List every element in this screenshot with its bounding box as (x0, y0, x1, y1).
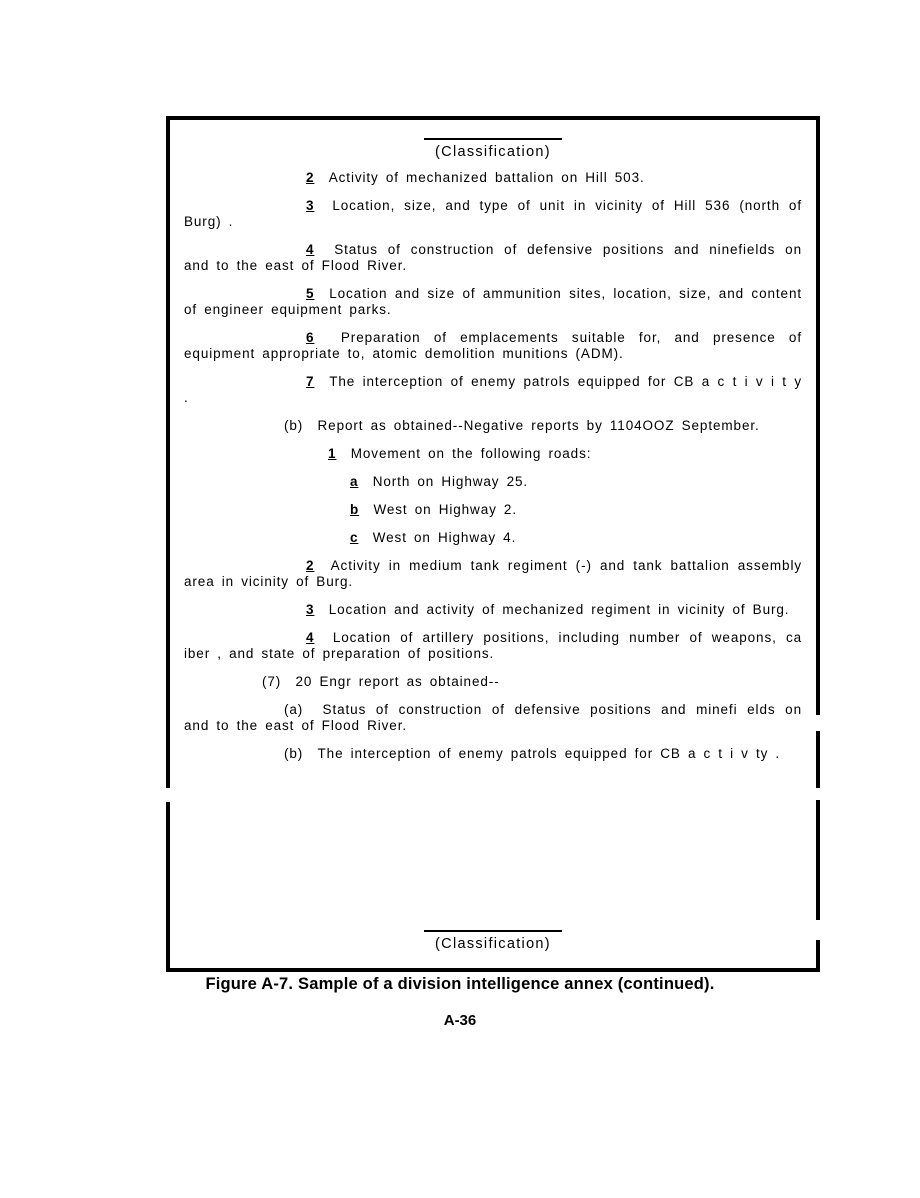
paragraph (184, 446, 802, 462)
paragraph-marker: 4 (306, 630, 315, 645)
paragraph (184, 170, 802, 186)
paragraph-text: Preparation of emplacements suitable for, and presence of equipment appropriate to, atomic demolition munitions (ADM). (184, 330, 802, 361)
annex-body (184, 170, 802, 904)
classification-header-text: (Classification) (435, 144, 551, 160)
paragraph-marker: (b) (284, 418, 304, 433)
paragraph-text: 20 Engr report as obtained-- (295, 674, 500, 689)
paragraph (184, 702, 802, 734)
classification-header-top (170, 138, 816, 160)
paragraph-marker: 6 (306, 330, 315, 345)
paragraph-marker: (b) (284, 746, 304, 761)
paragraph-marker: 7 (306, 374, 315, 389)
paragraph (184, 242, 802, 274)
paragraph (184, 558, 802, 590)
paragraph-text: North on Highway 25. (372, 474, 529, 489)
paragraph-text: Activity of mechanized battalion on Hill 503. (328, 170, 645, 185)
page-number: A-36 (443, 1012, 477, 1029)
paragraph-marker: 2 (306, 170, 315, 185)
paragraph-marker: 2 (306, 558, 315, 573)
paragraph-marker: 5 (306, 286, 315, 301)
classification-footer-text: (Classification) (435, 936, 551, 952)
paragraph-text: Status of construction of defensive positions and ninefields on and to the east of Flood River. (184, 242, 802, 273)
paragraph-text: Status of construction of defensive positions and minefi elds on and to the east of Flood River. (184, 702, 802, 733)
paragraph (184, 530, 802, 546)
paragraph-marker: b (350, 502, 360, 517)
paragraph-marker: 1 (328, 446, 337, 461)
paragraph (184, 330, 802, 362)
classification-header-bottom (170, 930, 816, 952)
paragraph-marker: c (350, 530, 359, 545)
paragraph-marker: 3 (306, 602, 315, 617)
paragraph-text: Activity in medium tank regiment (-) and tank battalion assembly area in vicinity of Burg. (184, 558, 802, 589)
paragraph-text: Location and activity of mechanized regiment in vicinity of Burg. (328, 602, 790, 617)
paragraph-text: Location, size, and type of unit in vicinity of Hill 536 (north of Burg) . (184, 198, 802, 229)
paragraph (184, 674, 802, 690)
paragraph-text: The interception of enemy patrols equipped for CB a c t i v i t y . (184, 374, 802, 405)
paragraph-marker: (7) (262, 674, 282, 689)
paragraph-marker: a (350, 474, 359, 489)
paragraph-marker: 3 (306, 198, 315, 213)
paragraph-marker: 4 (306, 242, 315, 257)
paragraph-text: The interception of enemy patrols equipped for CB a c t i v ty . (317, 746, 781, 761)
paragraph (184, 374, 802, 406)
paragraph-text: West on Highway 2. (373, 502, 517, 517)
paragraph (184, 418, 802, 434)
annex-text-box (166, 116, 820, 972)
paragraph (184, 502, 802, 518)
paragraph (184, 286, 802, 318)
paragraph-text: Movement on the following roads: (350, 446, 592, 461)
classification-rule (424, 930, 562, 932)
paragraph-marker: (a) (284, 702, 304, 717)
paragraph (184, 474, 802, 490)
paragraph-text: Location and size of ammunition sites, location, size, and content of engineer equipment parks. (184, 286, 803, 317)
paragraph (184, 198, 802, 230)
paragraph (184, 602, 802, 618)
paragraph-text: Report as obtained--Negative reports by 1104OOZ September. (317, 418, 760, 433)
paragraph-text: Location of artillery positions, including number of weapons, ca iber , and state of preparation of positions. (184, 630, 803, 661)
paragraph-text: West on Highway 4. (372, 530, 517, 545)
paragraph (184, 746, 802, 762)
figure-caption: Figure A-7. Sample of a division intelligence annex (continued). (205, 975, 715, 993)
classification-rule (424, 138, 562, 140)
paragraph (184, 630, 802, 662)
